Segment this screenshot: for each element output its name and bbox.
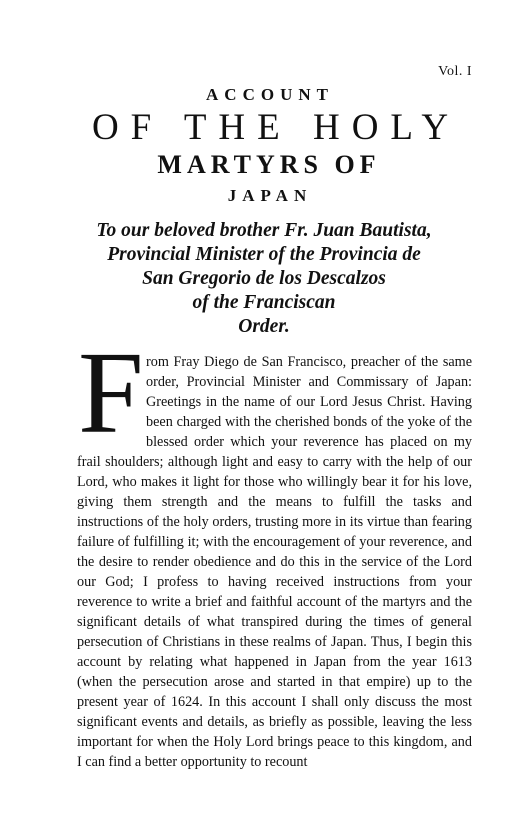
dedication-line: of the Franciscan <box>192 292 336 313</box>
title-line-martyrs-of: MARTYRS OF <box>157 150 381 179</box>
dedication-line: To our beloved brother Fr. Juan Bautista, <box>96 220 432 241</box>
dedication-line: Provincial Minister of the Provincia de <box>107 244 421 265</box>
volume-label: Vol. I <box>438 64 472 79</box>
drop-cap-spacer <box>77 352 146 450</box>
title-line-of-the-holy: OF THE HOLY <box>91 107 461 148</box>
body-paragraph <box>77 352 472 772</box>
dedication <box>0 219 528 339</box>
dedication-line: San Gregorio de los Descalzos <box>142 268 386 289</box>
drop-cap: F <box>78 327 144 458</box>
title-line-account: ACCOUNT <box>206 85 334 104</box>
body-text: rom Fray Diego de San Francisco, preacher of the same order, Provincial Minister and Commissary of Japan: Greetings in the name of our Lord Jesus Christ. Having been charged with the cherished bonds of the yoke of the blessed order which your reverence has placed on my frail shoulders; although light and easy to carry with the help of our Lord, who makes it light for those who willingly bear it for his love, giving them strength and the means to fulfill the tasks and instructions of the holy orders, trusting more in its virtue than fearing failure of fulfilling it; with the encouragement of your reverence, and the desire to render obedience and do this in the service of the Lord our God; I profess to having received instructions from your reverence to write a brief and faithful account of the martyrs and the significant details of what transpired during the times of general persecution of Christians in these realms of Japan. Thus, I begin this account by relating what happened in Japan from the year 1613 (when the persecution arose and started in that empire) up to the present year of 1624. In this account I shall only discuss the most significant events and details, as briefly as possible, leaving the less important for when the Holy Lord brings peace to this kingdom, and I can find a better opportunity to recount <box>77 354 472 770</box>
title-line-japan: JAPAN <box>227 186 313 205</box>
dedication-line: Order. <box>238 316 290 337</box>
